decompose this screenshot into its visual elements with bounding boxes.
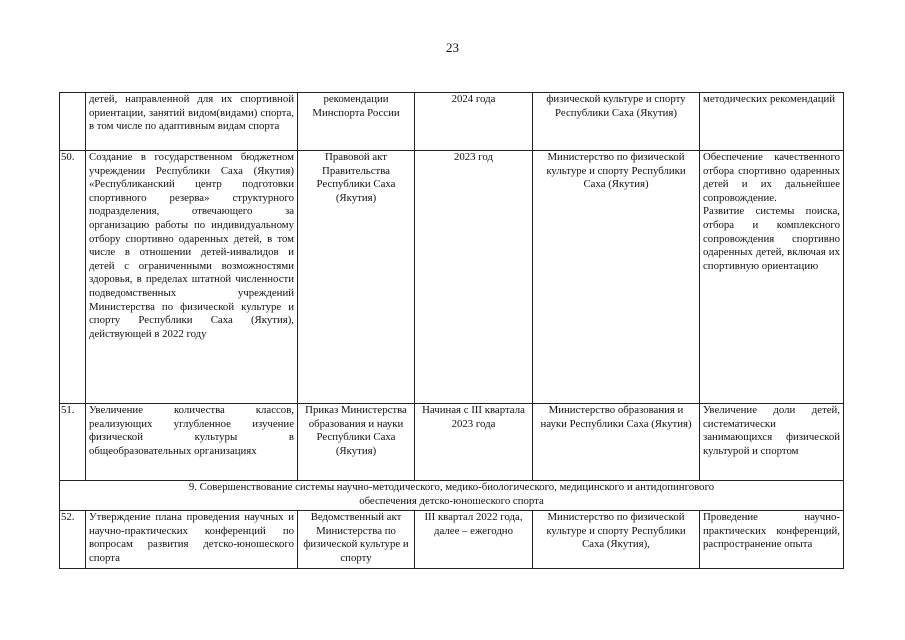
document-form-cell: Правовой акт Правительства Республики Саха (Якутия) (297, 150, 414, 403)
responsible-cell: физической культуре и спорту Республики Саха (Якутия) (532, 92, 699, 150)
document-form-cell: Приказ Министерства образования и науки Республики Саха (Якутия) (297, 403, 414, 480)
event-text: Увеличение количества классов, реализующих углубленное изучение физической культуры в общеобразовательных организациях (89, 404, 294, 457)
result-text: Обеспечение качественного отбора спортивно одаренных детей и их дальнейшее сопровождение. (703, 151, 840, 204)
section-title: 9. Совершенствование системы научно-методического, медико-биологического, медицинского и антидопингового обеспечения детско-юношеского спорта (59, 480, 844, 510)
deadline-cell: Начиная с III квартала 2023 года (414, 403, 532, 480)
result-cell (699, 92, 844, 150)
deadline-cell: 2023 год (414, 150, 532, 403)
responsible-cell: Министерство по физической культуре и спорту Республики Саха (Якутия) (532, 150, 699, 403)
row-number-cell: 52. (59, 510, 85, 568)
deadline-cell: 2024 года (414, 92, 532, 150)
event-text: детей, направленной для их спортивной ориентации, занятий видом(видами) спорта, в том числе по адаптивным видам спорта (89, 93, 294, 133)
table-bottom-border (59, 568, 844, 569)
event-cell (85, 92, 297, 150)
event-cell (85, 150, 297, 403)
row-number-cell (59, 92, 85, 150)
table-row (59, 403, 844, 480)
event-cell (85, 510, 297, 568)
result-cell (699, 510, 844, 568)
event-text: Утверждение плана проведения научных и научно-практических конференций по вопросам развития детско-юношеского спорта (89, 511, 294, 564)
responsible-cell: Министерство по физической культуре и спорту Республики Саха (Якутия), (532, 510, 699, 568)
result-cell (699, 150, 844, 403)
table-row (59, 510, 844, 568)
table-row (59, 150, 844, 403)
deadline-cell: III квартал 2022 года, далее – ежегодно (414, 510, 532, 568)
row-number-cell: 50. (59, 150, 85, 403)
event-text: Создание в государственном бюджетном учреждении Республики Саха (Якутия) «Республиканский центр подготовки спортивного резерва» структурного подразделения, отвечающего за организацию работы по индивидуальному отбору спортивно одаренных детей, в том числе в отношении детей-инвалидов и детей с ограниченными возможностями здоровья, в пределах штатной численности подведомственных учреждений Министерства по физической культуре и спорту Республики Саха (Якутия), действующей в 2022 году (89, 151, 294, 340)
table-row (59, 92, 844, 150)
page-number: 23 (446, 40, 459, 55)
result-cell (699, 403, 844, 480)
event-cell (85, 403, 297, 480)
row-number-cell: 51. (59, 403, 85, 480)
result-text: Развитие системы поиска, отбора и комплексного сопровождения спортивно одаренных детей, включая их спортивную ориентацию (703, 205, 840, 272)
result-text: Проведение научно-практических конференций, распространение опыта (703, 511, 840, 551)
responsible-cell: Министерство образования и науки Республики Саха (Якутия) (532, 403, 699, 480)
result-text: Увеличение доли детей, систематически занимающихся физической культурой и спортом (703, 404, 840, 457)
result-text: методических рекомендаций (703, 93, 836, 105)
document-form-cell: Ведомственный акт Министерства по физической культуре и спорту (297, 510, 414, 568)
document-form-cell: рекомендации Минспорта России (297, 92, 414, 150)
